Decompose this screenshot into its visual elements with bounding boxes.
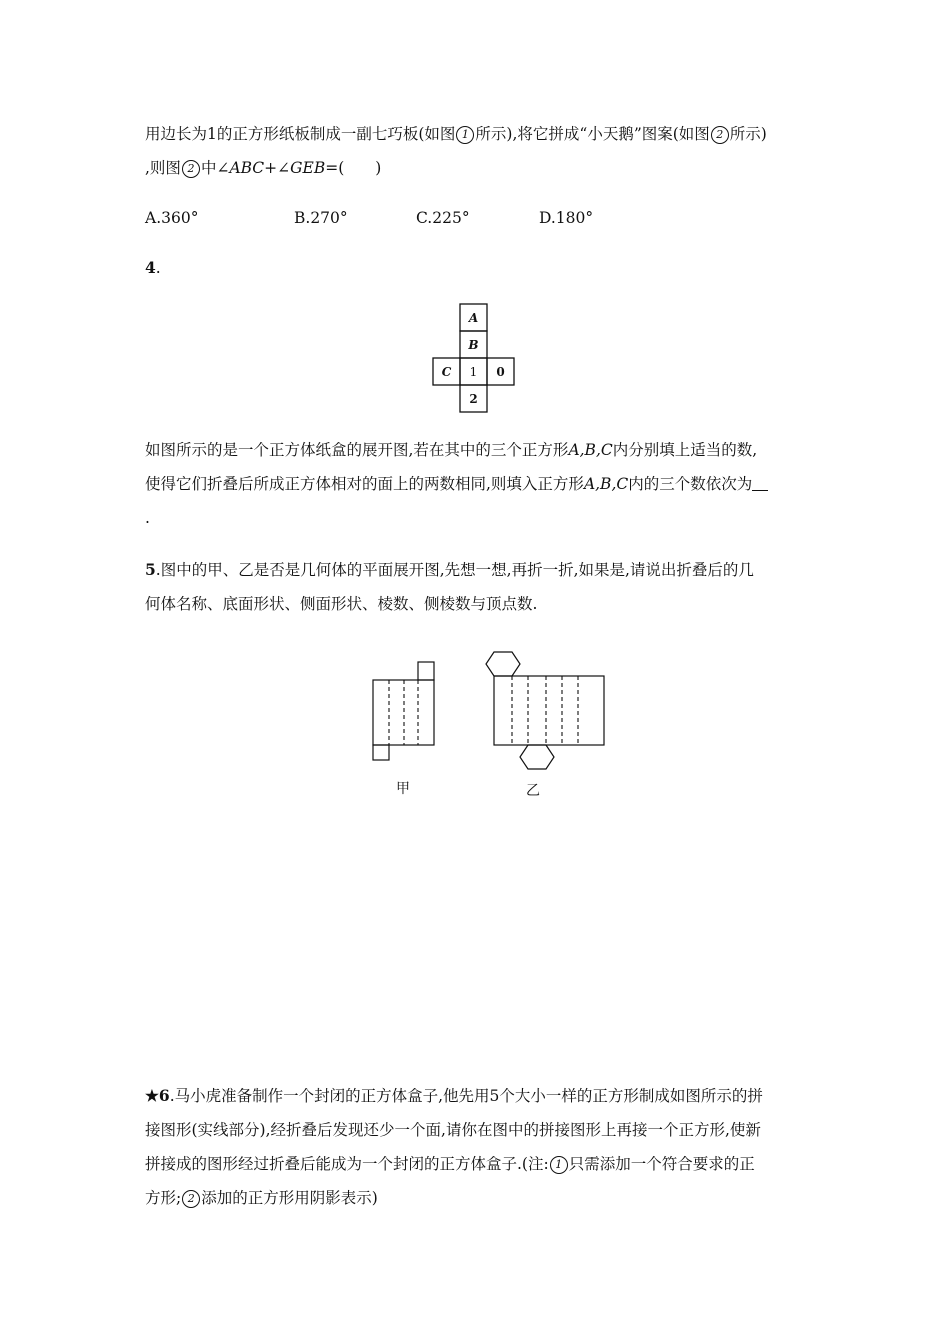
cell-b: B (468, 338, 479, 352)
circled-number-2: 2 (182, 160, 200, 178)
cell-a: A (468, 311, 479, 325)
question-number: ★6 (145, 1086, 170, 1105)
circled-number-2: 2 (711, 126, 729, 144)
q4-vars: A,B,C (568, 441, 613, 459)
q3-line-1 (145, 124, 767, 144)
cell-2: 2 (469, 392, 478, 406)
q4-text: . (155, 259, 161, 277)
q3-text: 中∠ (200, 159, 230, 177)
q6-text: 添加的正方形用阴影表示) (201, 1189, 378, 1207)
q4-text: 使得它们折叠后所成正方体相对的面上的两数相同,则填入正方形 (145, 475, 584, 493)
q6-line-2 (145, 1120, 761, 1140)
circled-number-1: 1 (456, 126, 474, 144)
q6-text: 接图形(实线部分),经折叠后发现还少一个面,请你在图中的拼接图形上再接一个正方形,使新 (145, 1121, 761, 1139)
q4-text: . (145, 509, 150, 527)
circled-number-1: 1 (550, 1156, 568, 1174)
question-number: 4 (145, 258, 156, 277)
q3-text: 所示) (729, 125, 767, 143)
option-a: A.360° (145, 209, 199, 227)
q6-line-4 (145, 1188, 378, 1208)
net-figure-jia (370, 660, 440, 765)
q4-number (145, 258, 161, 278)
q4-line-2 (145, 474, 768, 494)
question-number: 5 (145, 560, 156, 579)
q3-text: +∠ (264, 159, 291, 177)
option-d: D.180° (539, 209, 594, 227)
answer-paren: =( ) (325, 159, 382, 177)
q6-line-1 (145, 1086, 763, 1106)
cell-c: C (441, 365, 452, 379)
label-jia: 甲 (396, 781, 410, 797)
q4-line-1 (145, 440, 757, 460)
q4-line-3 (145, 508, 150, 528)
answer-blank (752, 476, 768, 491)
q6-text: 只需添加一个符合要求的正 (568, 1155, 755, 1173)
q5-text: .图中的甲、乙是否是几何体的平面展开图,先想一想,再折一折,如果是,请说出折叠后的几 (155, 561, 754, 579)
net-figure-yi (484, 648, 610, 776)
angle-abc: ABC (229, 159, 265, 177)
q4-vars: A,B,C (583, 475, 629, 493)
circled-number-2: 2 (182, 1190, 200, 1208)
q5-line-1 (145, 560, 754, 580)
option-c: C.225° (416, 209, 470, 227)
q5-line-2 (145, 594, 537, 614)
q3-line-2 (145, 158, 381, 178)
q5-text: 何体名称、底面形状、侧面形状、棱数、侧棱数与顶点数. (145, 595, 538, 613)
cell-1: 1 (469, 365, 478, 379)
q3-text: 用边长为1的正方形纸板制成一副七巧板(如图 (145, 125, 456, 143)
angle-geb: GEB (290, 159, 326, 177)
option-b: B.270° (294, 209, 348, 227)
q3-text: 所示),将它拼成“小天鹅”图案(如图 (475, 125, 710, 143)
q6-text: 拼接成的图形经过折叠后能成为一个封闭的正方体盒子.(注: (145, 1155, 549, 1173)
cell-0: 0 (496, 365, 505, 379)
q6-line-3 (145, 1154, 755, 1174)
label-yi: 乙 (526, 783, 540, 799)
q4-text: 如图所示的是一个正方体纸盒的展开图,若在其中的三个正方形 (145, 441, 569, 459)
q4-text: 内的三个数依次为 (628, 475, 753, 493)
q3-text: ,则图 (145, 159, 181, 177)
q6-text: 方形; (145, 1189, 182, 1207)
cube-net-figure (432, 303, 522, 415)
q4-text: 内分别填上适当的数, (612, 441, 758, 459)
q6-text: .马小虎准备制作一个封闭的正方体盒子,他先用5个大小一样的正方形制成如图所示的拼 (169, 1087, 763, 1105)
